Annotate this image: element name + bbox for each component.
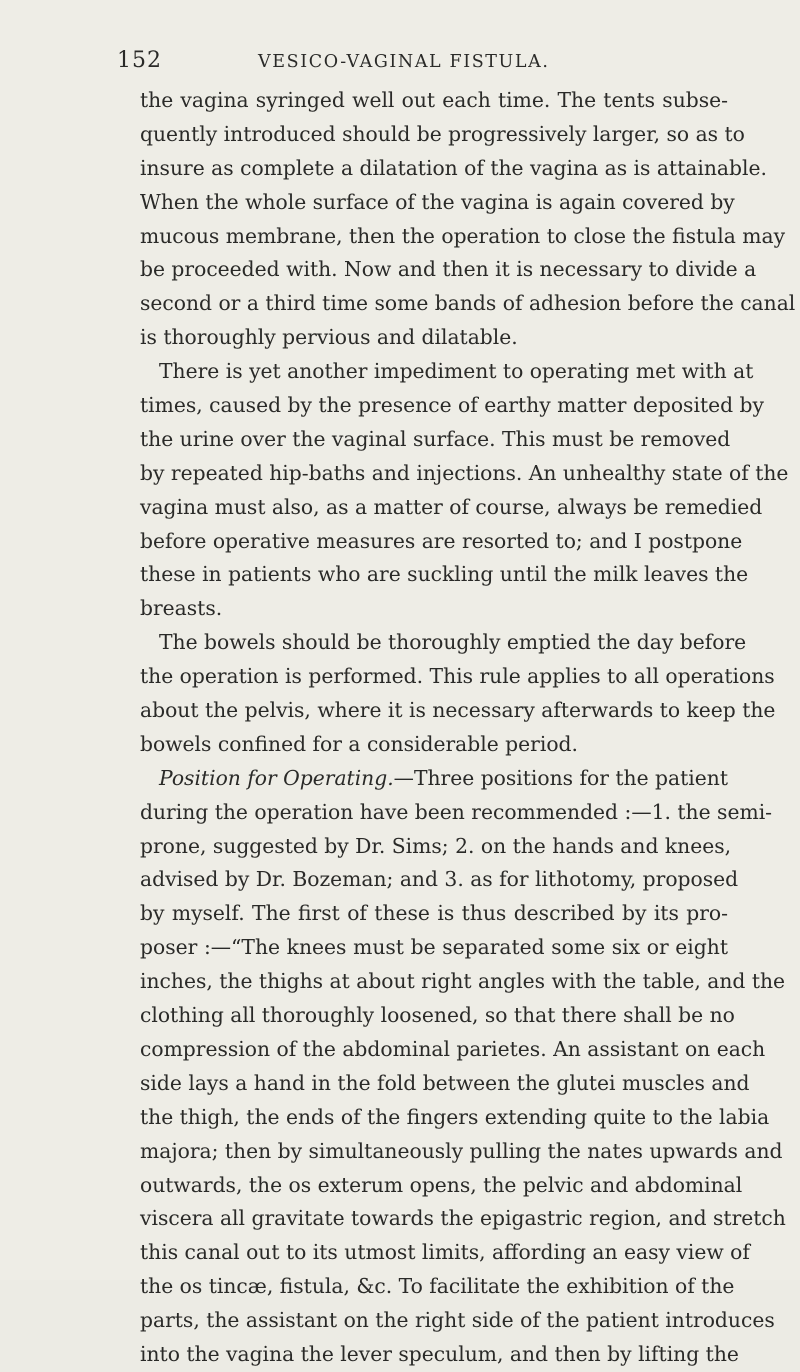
text-line: times, caused by the presence of earthy matter deposited by bbox=[140, 393, 764, 418]
text-line: compression of the abdominal parietes. An assistant on each bbox=[140, 1036, 766, 1061]
text-line: about the pelvis, where it is necessary afterwards to keep the bbox=[140, 698, 776, 723]
text-line: be proceeded with. Now and then it is necessary to divide a bbox=[140, 257, 757, 282]
text-line: the urine over the vaginal surface. This must be removed bbox=[140, 426, 731, 451]
text-line: majora; then by simultaneously pulling the nates upwards and bbox=[140, 1138, 783, 1163]
text-line-section-heading bbox=[140, 762, 728, 796]
text-line: The bowels should be thoroughly emptied the day before bbox=[159, 630, 747, 655]
text-line: the os tincæ, fistula, &c. To facilitate the exhibition of the bbox=[140, 1274, 735, 1299]
text-line: breasts. bbox=[140, 596, 223, 621]
text-line: clothing all thoroughly loosened, so that there shall be no bbox=[140, 1003, 735, 1028]
text-line: advised by Dr. Bozeman; and 3. as for lithotomy, proposed bbox=[140, 867, 739, 892]
text-line: viscera all gravitate towards the epigastric region, and stretch bbox=[140, 1206, 786, 1231]
text-line: is thoroughly pervious and dilatable. bbox=[140, 325, 518, 350]
page-header bbox=[0, 48, 800, 78]
text-line: second or a third time some bands of adhesion before the canal bbox=[140, 291, 796, 316]
text-line: mucous membrane, then the operation to close the fistula may bbox=[140, 223, 786, 248]
running-head: VESICO-VAGINAL FISTULA. bbox=[258, 52, 550, 72]
text-line: When the whole surface of the vagina is again covered by bbox=[140, 189, 735, 214]
section-heading-italic: Position for Operating. bbox=[159, 765, 394, 790]
page-number: 152 bbox=[117, 48, 162, 73]
text-line: before operative measures are resorted to; and I postpone bbox=[140, 528, 743, 553]
text-line: insure as complete a dilatation of the vagina as is attainable. bbox=[140, 155, 767, 180]
text-line: There is yet another impediment to operating met with at bbox=[159, 359, 754, 384]
text-line: vagina must also, as a matter of course, always be remedied bbox=[140, 494, 763, 519]
text-line: the operation is performed. This rule applies to all operations bbox=[140, 664, 775, 689]
text-line: outwards, the os exterum opens, the pelvic and abdominal bbox=[140, 1172, 743, 1197]
section-heading-continuation: —Three positions for the patient bbox=[393, 765, 728, 790]
text-line: the thigh, the ends of the fingers extending quite to the labia bbox=[140, 1104, 770, 1129]
text-line: during the operation have been recommended :—1. the semi- bbox=[140, 799, 773, 824]
text-line: parts, the assistant on the right side of the patient introduces bbox=[140, 1308, 775, 1333]
body-text bbox=[140, 84, 796, 1372]
text-line: these in patients who are suckling until the milk leaves the bbox=[140, 562, 749, 587]
text-line: the vagina syringed well out each time. The tents subse- bbox=[140, 88, 728, 112]
text-line: inches, the thighs at about right angles with the table, and the bbox=[140, 969, 786, 994]
text-line: poser :—“The knees must be separated some six or eight bbox=[140, 935, 728, 960]
text-line: by myself. The first of these is thus described by its pro- bbox=[140, 901, 728, 926]
text-line: prone, suggested by Dr. Sims; 2. on the hands and knees, bbox=[140, 833, 732, 858]
text-line: quently introduced should be progressively larger, so as to bbox=[140, 121, 745, 146]
text-line: side lays a hand in the fold between the glutei muscles and bbox=[140, 1070, 750, 1095]
text-line: bowels confined for a considerable period. bbox=[140, 731, 578, 756]
text-line: by repeated hip-baths and injections. An unhealthy state of the bbox=[140, 460, 789, 485]
text-line: this canal out to its utmost limits, affording an easy view of bbox=[140, 1240, 750, 1265]
text-line: into the vagina the lever speculum, and then by lifting the bbox=[140, 1341, 739, 1366]
